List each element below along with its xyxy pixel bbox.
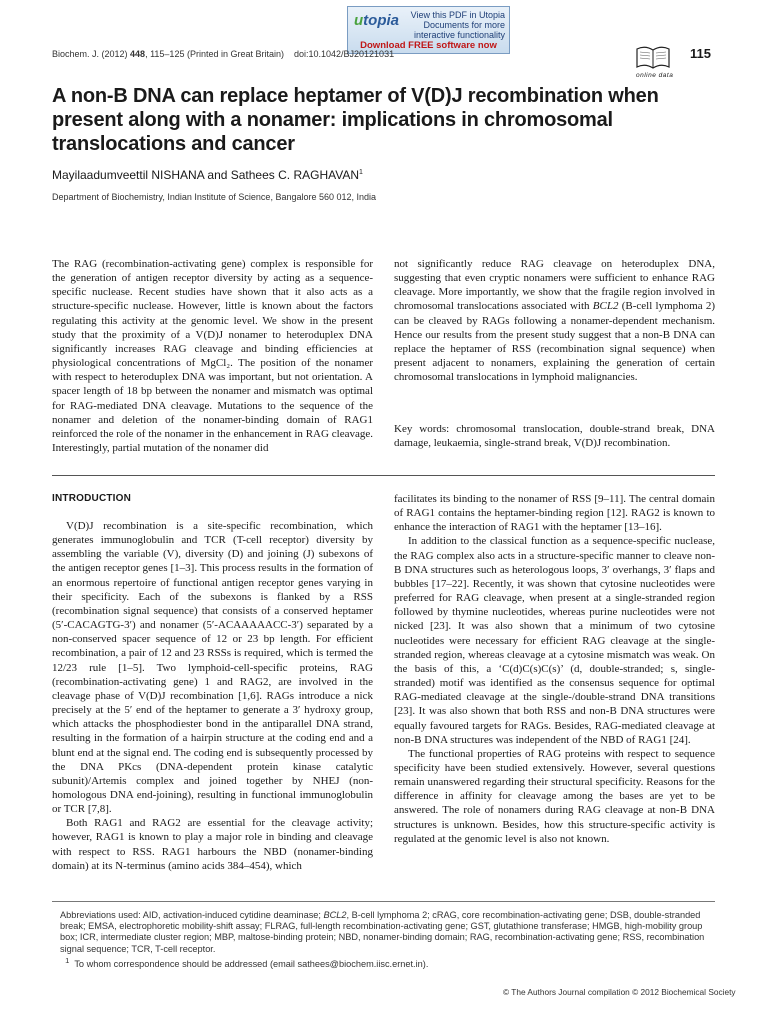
intro-paragraph-2: Both RAG1 and RAG2 are essential for the cleavage activity; however, RAG1 is known to play a major role in binding and cleavage with respect to RSS. RAG1 harbours the NBD (nonamer-binding domain) at its N-terminus (amino acids 384–454), which	[52, 817, 373, 872]
abstract-text-right: not significantly reduce RAG cleavage on heteroduplex DNA, suggesting that even cryptic nonamers were sufficient to enhance RAG cleavage. More importantly, we show that the fragile region involved in chromosomal translocations associated with BCL2 (B-cell lymphoma 2) can be cleaved by RAGs following a nonamer-dependent mechanism. Hence our results from the present study suggest that a non-B DNA can replace the heptamer of RSS (recombination signal sequence) when present adjacent to nonamers, explaining the generation of certain chromosomal translocations in lymphoid malignancies.	[394, 258, 715, 384]
intro-paragraph-5: The functional properties of RAG proteins with respect to sequence specificity have been studied extensively. However, several questions remain unanswered regarding their structural specificity. Reasons for the difference in affinity for cleavage among the bases are yet to be answered. The role of nonamers during RAG cleavage at non-B DNA structures is unknown. Besides, how this structure-specific activity is regulated at the genomic level is also not known.	[394, 747, 715, 845]
intro-paragraph-1: V(D)J recombination is a site-specific recombination, which generates immunoglobulin and TCR (T-cell receptor) diversity by assembling the variable (V), diversity (D) and joining (J) subexons of the antigen receptor genes [1–3]. This process results in the formation of an enormous repertoire of functional antigen receptor genes varying in their specificity. Each of the subexons is flanked by a RSS (recombination signal sequence) that consists of a conserved heptamer (5′-CACAGTG-3′) and nonamer (5′-ACAAAAACC-3′) separated by a non-conserved spacer sequence of 12 or 23 bp length. For efficient recombination, a pair of 12 and 23 RSSs is required, which is termed the 12/23 rule [1–5]. Two lymphoid-cell-specific proteins, RAG (recombination-activating gene) 1 and RAG2, are involved in the cleavage phase of V(D)J recombination [1,6]. RAGs introduce a nick precisely at the 5′ end of the heptamer to generate a 3′ hydroxy group, which attacks the phosphodiester bond in the antiparallel DNA strand, resulting in the formation of a hairpin structure at the coding end and a blunt end at the signal end. The coding end is subsequently processed by the DNA PKcs (DNA-dependent protein kinase catalytic subunit)/Artemis complex and joined together by NHEJ (non-homologous DNA end-joining), resulting in functional immunoglobulin or TCR [7,8].	[52, 520, 373, 816]
journal-suffix: , 115–125 (Printed in Great Britain) doi:10.1042/BJ20121031	[145, 49, 395, 59]
abstract-left-column	[52, 257, 373, 455]
footnote-divider	[52, 901, 715, 902]
intro-paragraph-3: facilitates its binding to the nonamer of RSS [9–11]. The central domain of RAG1 contains the heptamer-binding region [12]. RAG2 is known to enhance the interaction of RAG1 with the heptamer [13–16].	[394, 493, 715, 534]
keywords: Key words: chromosomal translocation, double-strand break, DNA damage, leukaemia, single-strand break, V(D)J recombination.	[394, 423, 715, 450]
online-data-label: online data	[636, 72, 674, 79]
author-affiliation: Department of Biochemistry, Indian Institute of Science, Bangalore 560 012, India	[52, 192, 377, 202]
introduction-left-column	[52, 519, 373, 873]
utopia-description	[411, 10, 505, 40]
author-footnote-mark: 1	[359, 169, 363, 176]
article-title: A non-B DNA can replace heptamer of V(D)J recombination when present along with a nonamer: implications in chromosomal translocations and cancer	[52, 85, 659, 155]
author-names: Mayilaadumveettil NISHANA and Sathees C. RAGHAVAN	[52, 168, 360, 182]
utopia-download-link[interactable]: Download FREE software now	[360, 40, 497, 51]
journal-volume: 448	[130, 49, 146, 59]
utopia-line-1: View this PDF in Utopia	[410, 10, 505, 20]
utopia-logo: utopia	[354, 12, 400, 29]
abbreviations-footnote: Abbreviations used: AID, activation-induced cytidine deaminase; BCL2, B-cell lymphoma 2; cRAG, core recombination-activating gene; DSB, double-stranded break; EMSA, electrophoretic mobility-shift assay; FLRAG, full-length recombination-activating gene; GST, glutathione transferase; HMGB, high-mobility group box; ICR, intermediate cluster region; MBP, maltose-binding protein; NBD, nonamer-binding domain; RAG, recombination-activating gene; RSS, recombination signal sequence; TCR, T-cell receptor.	[60, 910, 705, 954]
introduction-heading: INTRODUCTION	[52, 493, 132, 504]
abstract-right-column	[394, 257, 715, 384]
online-data-book-icon[interactable]	[633, 43, 673, 73]
article-authors	[52, 168, 363, 182]
journal-citation	[52, 49, 394, 59]
correspondence-footnote: $^1$ To whom correspondence should be addressed (email sathees@biochem.iisc.ernet.in).	[65, 955, 429, 969]
intro-paragraph-4: In addition to the classical function as a sequence-specific nuclease, the RAG complex also acts in a structure-specific manner to cleave non-B DNA structures such as heterologous loops, 3′ overhangs, 3′ flaps and bubbles [17–22]. Recently, it was shown that cytosine nucleotides were preferred for RAG cleavage, when present at a single-stranded region followed by thymine nucleotides, whereas purine nucleotides were not nicked [23]. It was also shown that a minimum of two cytosine nucleotides were necessary for efficient RAG cleavage at the single-stranded region, whereas cleavage at a cytosine mismatch was weak. On the basis of this, a ‘C(d)C(s)C(s)’ (d, double-stranded; s, single-stranded) motif was identified as the consensus sequence for optimal RAG-mediated cleavage at the single-/double-strand DNA transitions [23]. It was also shown that both RSS and non-B DNA structures were equally favoured targets for RAGs. Besides, RAG-mediated cleavage at non-B DNA structures was independent of the NBD of RAG1 [24].	[394, 535, 715, 746]
page-number: 115	[690, 46, 711, 61]
introduction-right-column	[394, 492, 715, 846]
section-divider	[52, 475, 715, 476]
copyright-notice: © The Authors Journal compilation © 2012 Biochemical Society	[503, 987, 736, 997]
utopia-line-2: Documents for more	[423, 20, 505, 30]
utopia-line-3: interactive functionality	[413, 30, 505, 40]
correspondence-mark: 1	[65, 955, 70, 965]
journal-prefix: Biochem. J. (2012)	[52, 49, 131, 59]
footnotes	[60, 910, 715, 970]
abstract-text-left: The RAG (recombination-activating gene) complex is responsible for the generation of antigen receptor diversity by acting as a sequence-specific nuclease. Recent studies have shown that it also acts as a structure-specific nuclease. However, little is known about the factors regulating this activity at the genomic level. We show in the present study that the proximity of a V(D)J nonamer to heteroduplex DNA significantly increases RAG cleavage and binding efficiencies at physiological concentrations of MgCl₂. The position of the nonamer with respect to heteroduplex DNA was important, but not orientation. A spacer length of 18 bp between the nonamer and mismatch was optimal for RAG-mediated DNA cleavage. Mutations to the sequence of the nonamer and deletion of the nonamer-binding domain of RAG1 reinforced the role of the nonamer in the enhancement in RAG cleavage. Interestingly, partial mutation of the nonamer did	[52, 258, 373, 455]
utopia-download-banner[interactable]	[347, 6, 510, 54]
gene-name-bcl2: BCL2	[592, 300, 619, 313]
